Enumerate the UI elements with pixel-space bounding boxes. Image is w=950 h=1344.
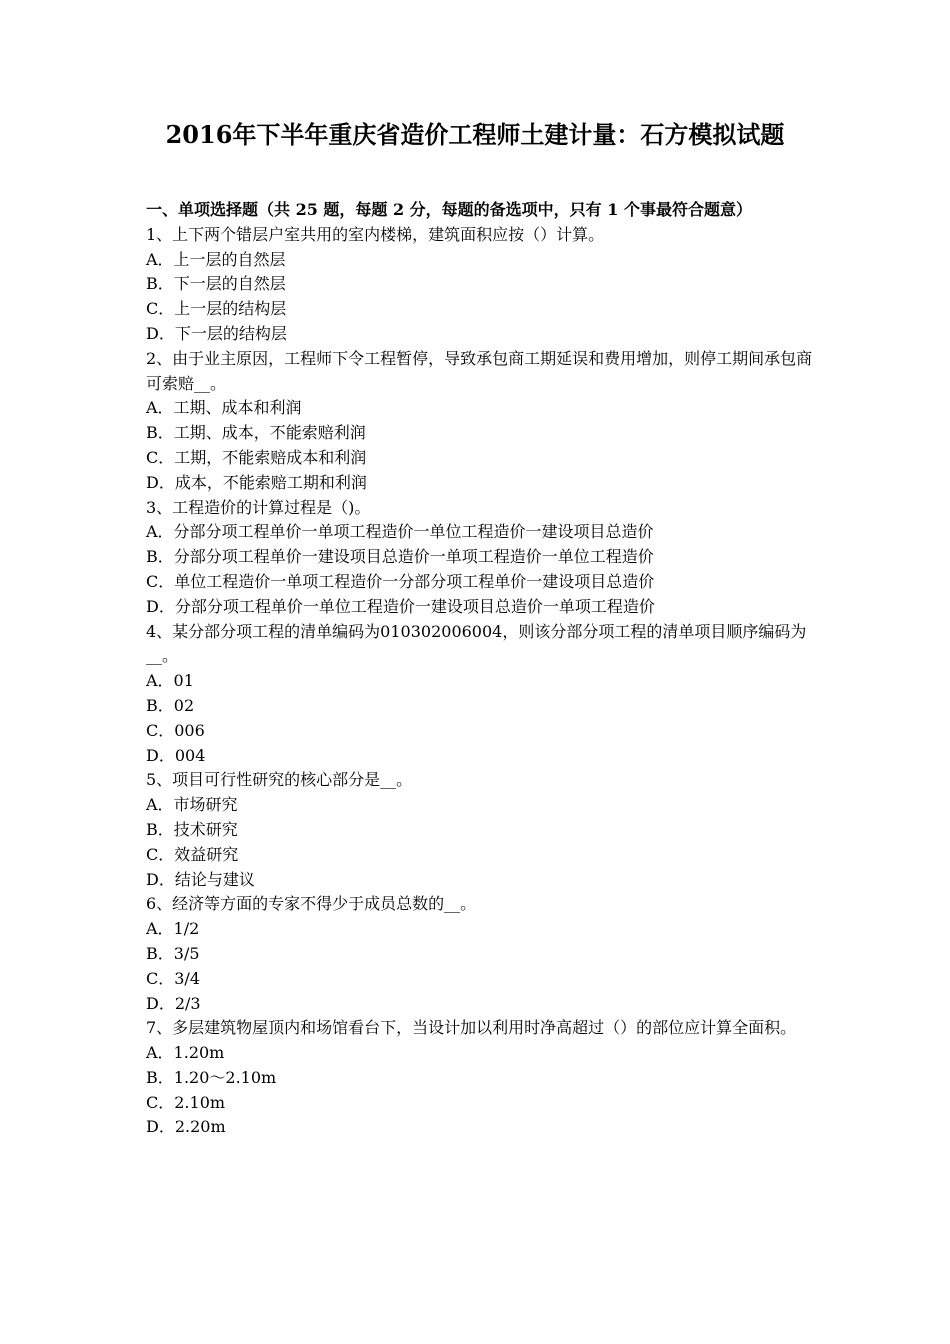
document-title: 2016年下半年重庆省造价工程师土建计量：石方模拟试题 [165,120,785,149]
document-body [146,198,814,1140]
option-a: A．01 [146,671,194,691]
option-d: D．结论与建议 [146,869,255,889]
option-c: C．工期，不能索赔成本和利润 [146,447,367,467]
section-heading: 一、单项选择题（共 25 题，每题 2 分，每题的备选项中，只有 1 个事最符合题意） [146,200,752,219]
option-b: B．分部分项工程单价一建设项目总造价一单项工程造价一单位工程造价 [146,547,654,567]
option-d: D．成本，不能索赔工期和利润 [146,472,367,492]
question-stem: 5、项目可行性研究的核心部分是__。 [146,770,413,790]
option-d: D．2.20m [146,1117,226,1137]
question-stem: 2、由于业主原因，工程师下令工程暂停，导致承包商工期延误和费用增加，则停工期间承包商可索赔__。 [146,348,813,393]
option-b: B．下一层的自然层 [146,274,286,294]
question-5 [146,768,814,892]
option-c: C．单位工程造价一单项工程造价一分部分项工程单价一建设项目总造价 [146,571,655,591]
option-b: B．3/5 [146,943,200,963]
question-2 [146,347,814,496]
question-6 [146,892,814,1016]
option-b: B．工期、成本，不能索赔利润 [146,423,366,443]
option-c: C．2.10m [146,1092,226,1112]
question-4 [146,620,814,769]
question-7 [146,1016,814,1140]
option-d: D．下一层的结构层 [146,323,287,343]
option-c: C．效益研究 [146,844,239,864]
option-a: A．1.20m [146,1043,225,1063]
option-d: D．004 [146,745,206,765]
question-stem: 6、经济等方面的专家不得少于成员总数的__。 [146,894,477,914]
option-c: C．3/4 [146,968,200,988]
question-stem: 4、某分部分项工程的清单编码为010302006004，则该分部分项工程的清单项目顺序编码为__。 [146,621,807,666]
question-stem: 7、多层建筑物屋顶内和场馆看台下，当设计加以利用时净高超过（）的部位应计算全面积。 [146,1018,797,1038]
option-d: D．2/3 [146,993,201,1013]
option-a: A．工期、成本和利润 [146,398,302,418]
option-b: B．1.20～2.10m [146,1067,277,1087]
question-1 [146,223,814,347]
option-a: A．1/2 [146,919,200,939]
option-b: B．技术研究 [146,819,238,839]
option-a: A．市场研究 [146,795,238,815]
question-3 [146,496,814,620]
option-d: D．分部分项工程单价一单位工程造价一建设项目总造价一单项工程造价 [146,596,655,616]
question-stem: 3、工程造价的计算过程是（)。 [146,497,371,517]
option-a: A．上一层的自然层 [146,249,286,269]
option-b: B．02 [146,695,195,715]
option-c: C．006 [146,720,205,740]
option-a: A．分部分项工程单价一单项工程造价一单位工程造价一建设项目总造价 [146,522,654,542]
question-stem: 1、上下两个错层户室共用的室内楼梯，建筑面积应按（）计算。 [146,224,605,244]
option-c: C．上一层的结构层 [146,299,287,319]
